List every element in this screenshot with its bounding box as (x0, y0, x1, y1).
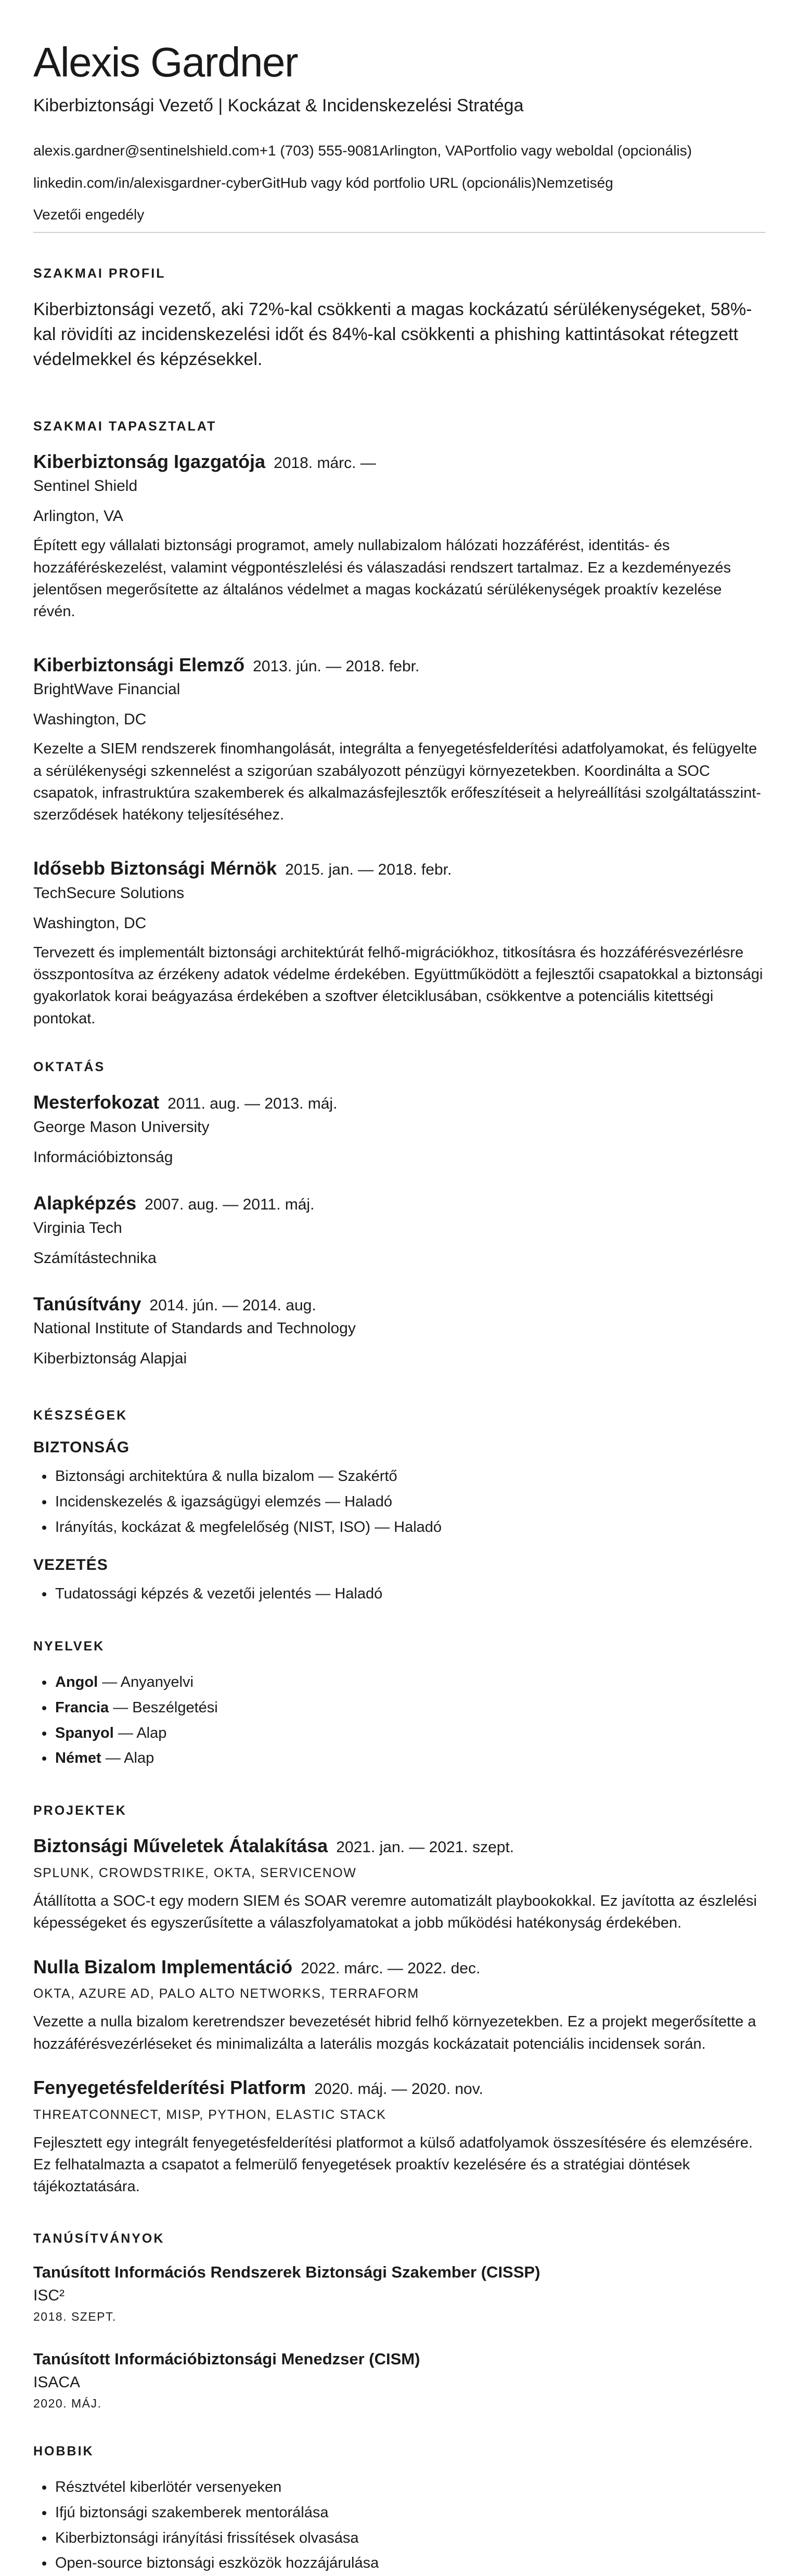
contact-linkedin[interactable]: linkedin.com/in/alexisgardner-cyber (33, 174, 262, 191)
school-name: George Mason University (33, 1118, 210, 1136)
project-tech: THREATCONNECT, MISP, PYTHON, ELASTIC STACK (33, 2107, 386, 2122)
job-description: Kezelte a SIEM rendszerek finomhangolását, integrálta a fenyegetésfelderítési adatfolyamokat, és felügyelte a sérülékenységi szkennelést a szigorúan szabályozott pénzügyi környezetekben. Koordinálta a SOC csapatok, infrastruktúra szakemberek és alkalmazásfejlesztők erőfeszítéseit a helyreállítási szolgáltatásszint-szerződések hatékony teljesítéséhez. (33, 740, 762, 824)
header-divider (33, 232, 766, 233)
section-title-languages: NYELVEK (33, 1639, 105, 1654)
job-title: Kiberbiztonsági Elemző (33, 654, 245, 675)
hobby-item: • Ifjú biztonsági szakemberek mentorálása (54, 2500, 766, 2526)
job-company: TechSecure Solutions (33, 884, 185, 902)
skill-item: • Irányítás, kockázat & megfelelőség (NIST, ISO) — Haladó (54, 1515, 766, 1540)
section-title-education: OKTATÁS (33, 1059, 106, 1074)
project-date: 2022. márc. — 2022. dec. (301, 1959, 481, 1977)
field-of-study: Számítástechnika (33, 1249, 157, 1267)
language-item (54, 1695, 766, 1721)
skill-item: • Incidenskezelés & igazságügyi elemzés — Haladó (54, 1489, 766, 1515)
language-level: — Beszélgetési (113, 1699, 218, 1716)
hobby-list (33, 2475, 766, 2576)
language-name: Német (55, 1750, 101, 1767)
skill-list (33, 1581, 766, 1607)
contact-location: Arlington, VA (379, 142, 464, 159)
project-entry (33, 1834, 766, 1934)
education-entry (33, 1191, 766, 1267)
contact-line-2 (33, 174, 766, 192)
job-company: BrightWave Financial (33, 681, 181, 698)
skill-category: VEZETÉS (33, 1556, 108, 1574)
section-title-skills: KÉSZSÉGEK (33, 1408, 128, 1423)
project-date: 2020. máj. — 2020. nov. (314, 2080, 483, 2098)
job-location: Washington, DC (33, 711, 147, 728)
job-location: Washington, DC (33, 914, 147, 932)
certification-entry (33, 2262, 766, 2324)
contact-email[interactable]: alexis.gardner@sentinelshield.com (33, 142, 260, 159)
contact-line-1 (33, 142, 766, 160)
certification-name: Tanúsított Információbiztonsági Menedzser (CISM) (33, 2350, 420, 2369)
certification-entry (33, 2349, 766, 2411)
section-title-profile: SZAKMAI PROFIL (33, 266, 166, 281)
project-description: Fejlesztett egy integrált fenyegetésfelderítési platformot a külső adatfolyamok összesítésére és elemzésére. Ez felhatalmazta a csapatot a felmerülő fenyegetések proaktív kezelésére és a stratégiai döntések tájékoztatására. (33, 2134, 753, 2195)
degree-title: Alapképzés (33, 1192, 137, 1214)
project-entry (33, 1955, 766, 2055)
language-name: Spanyol (55, 1724, 114, 1741)
candidate-name: Alexis Gardner (33, 39, 298, 85)
project-tech: SPLUNK, CROWDSTRIKE, OKTA, SERVICENOW (33, 1865, 357, 1880)
skill-item: • Tudatossági képzés & vezetői jelentés — Haladó (54, 1581, 766, 1607)
skill-item: • Biztonsági architektúra & nulla bizalom — Szakértő (54, 1464, 766, 1489)
job-description: Tervezett és implementált biztonsági architektúrát felhő-migrációkhoz, titkosításra és hozzáférésvezérlésre összpontosítva az érzékeny adatok védelme érdekében. Együttműködött a fejlesztői csapatokkal a biztonsági gyakorlatok korai beágyazása érdekében a szoftver életciklusában, csökkentve a potenciális kitettségi pontokat. (33, 944, 763, 1027)
section-title-projects: PROJEKTEK (33, 1803, 127, 1818)
education-entry (33, 1292, 766, 1368)
language-item (54, 1670, 766, 1695)
field-of-study: Információbiztonság (33, 1148, 173, 1166)
project-tech: OKTA, AZURE AD, PALO ALTO NETWORKS, TERRAFORM (33, 1986, 419, 2001)
language-level: — Alap (118, 1724, 167, 1741)
contact-github[interactable]: GitHub vagy kód portfolio URL (opcionális) (261, 174, 536, 191)
project-description: Vezette a nulla bizalom keretrendszer bevezetését hibrid felhő környezetekben. Ez a projekt megerősítette a hozzáférésvezérléseket és minimalizálta a laterális mozgás kockázatait potenciális incidensek során. (33, 2013, 756, 2052)
language-item (54, 1746, 766, 1771)
contact-phone[interactable]: +1 (703) 555-9081 (259, 142, 380, 159)
hobby-item: • Open-source biztonsági eszközök hozzájárulása (54, 2551, 766, 2576)
language-item (54, 1721, 766, 1746)
job-date: 2013. jún. — 2018. febr. (253, 657, 420, 675)
certification-issuer: ISACA (33, 2374, 81, 2391)
degree-title: Mesterfokozat (33, 1091, 160, 1113)
degree-date: 2011. aug. — 2013. máj. (167, 1095, 338, 1112)
certification-issuer: ISC² (33, 2287, 65, 2305)
project-entry (33, 2076, 766, 2198)
section-title-hobbies: HOBBIK (33, 2444, 94, 2459)
language-level: — Alap (105, 1750, 154, 1767)
degree-date: 2007. aug. — 2011. máj. (145, 1195, 315, 1213)
contact-license: Vezetői engedély (33, 206, 145, 223)
job-date: 2018. márc. — (274, 454, 376, 472)
experience-entry (33, 450, 766, 623)
project-title: Fenyegetésfelderítési Platform (33, 2076, 306, 2098)
skill-category: BIZTONSÁG (33, 1439, 130, 1456)
section-title-certifications: TANÚSÍTVÁNYOK (33, 2231, 165, 2246)
language-list (33, 1670, 766, 1771)
headline: Kiberbiztonsági Vezető | Kockázat & Incidenskezelési Stratéga (33, 96, 524, 115)
job-location: Arlington, VA (33, 508, 123, 525)
job-title: Idősebb Biztonsági Mérnök (33, 857, 277, 879)
degree-date: 2014. jún. — 2014. aug. (149, 1296, 316, 1314)
project-title: Nulla Bizalom Implementáció (33, 1956, 293, 1977)
field-of-study: Kiberbiztonság Alapjai (33, 1350, 187, 1368)
job-title: Kiberbiztonság Igazgatója (33, 450, 266, 472)
school-name: Virginia Tech (33, 1219, 122, 1237)
certification-name: Tanúsított Információs Rendszerek Biztonsági Szakember (CISSP) (33, 2262, 540, 2281)
language-name: Francia (55, 1699, 109, 1716)
degree-title: Tanúsítvány (33, 1293, 141, 1315)
skill-list (33, 1464, 766, 1540)
language-level: — Anyanyelvi (102, 1674, 194, 1691)
project-date: 2021. jan. — 2021. szept. (336, 1839, 514, 1856)
certification-date: 2018. SZEPT. (33, 2310, 117, 2324)
education-entry (33, 1090, 766, 1166)
hobby-item: • Kiberbiztonsági irányítási frissítések olvasása (54, 2526, 766, 2551)
profile-summary: Kiberbiztonsági vezető, aki 72%-kal csökkenti a magas kockázatú sérülékenységeket, 58%-kal rövidíti az incidenskezelési időt és 84%-kal csökkenti a phishing kattintásokat rétegzett védelmekkel és képzésekkel. (33, 299, 752, 370)
job-description: Épített egy vállalati biztonsági programot, amely nullabizalom hálózati hozzáférést, identitás- és hozzáféréskezelést, valamint végpontészlelési és válaszadási rendszert tartalmaz. Ez a kezdeményezés jelentősen megerősítette az általános védelmet a magas kockázatú sérülékenységek proaktív kezelése révén. (33, 537, 731, 620)
project-description: Átállította a SOC-t egy modern SIEM és SOAR veremre automatizált playbookokkal. Ez javította az észlelési képességeket és egyszerűsítette a válaszfolyamatokat a jobb működési hatékonyság érdekében. (33, 1892, 757, 1932)
job-company: Sentinel Shield (33, 477, 138, 495)
language-name: Angol (55, 1674, 98, 1691)
school-name: National Institute of Standards and Technology (33, 1320, 356, 1337)
project-title: Biztonsági Műveletek Átalakítása (33, 1835, 328, 1857)
contact-portfolio[interactable]: Portfolio vagy weboldal (opcionális) (463, 142, 692, 159)
certification-date: 2020. MÁJ. (33, 2397, 102, 2411)
hobby-item: • Résztvétel kiberlötér versenyeken (54, 2475, 766, 2500)
contact-nationality: Nemzetiség (536, 174, 613, 191)
section-title-experience: SZAKMAI TAPASZTALAT (33, 419, 217, 434)
job-date: 2015. jan. — 2018. febr. (285, 861, 452, 878)
experience-entry (33, 653, 766, 826)
experience-entry (33, 856, 766, 1030)
